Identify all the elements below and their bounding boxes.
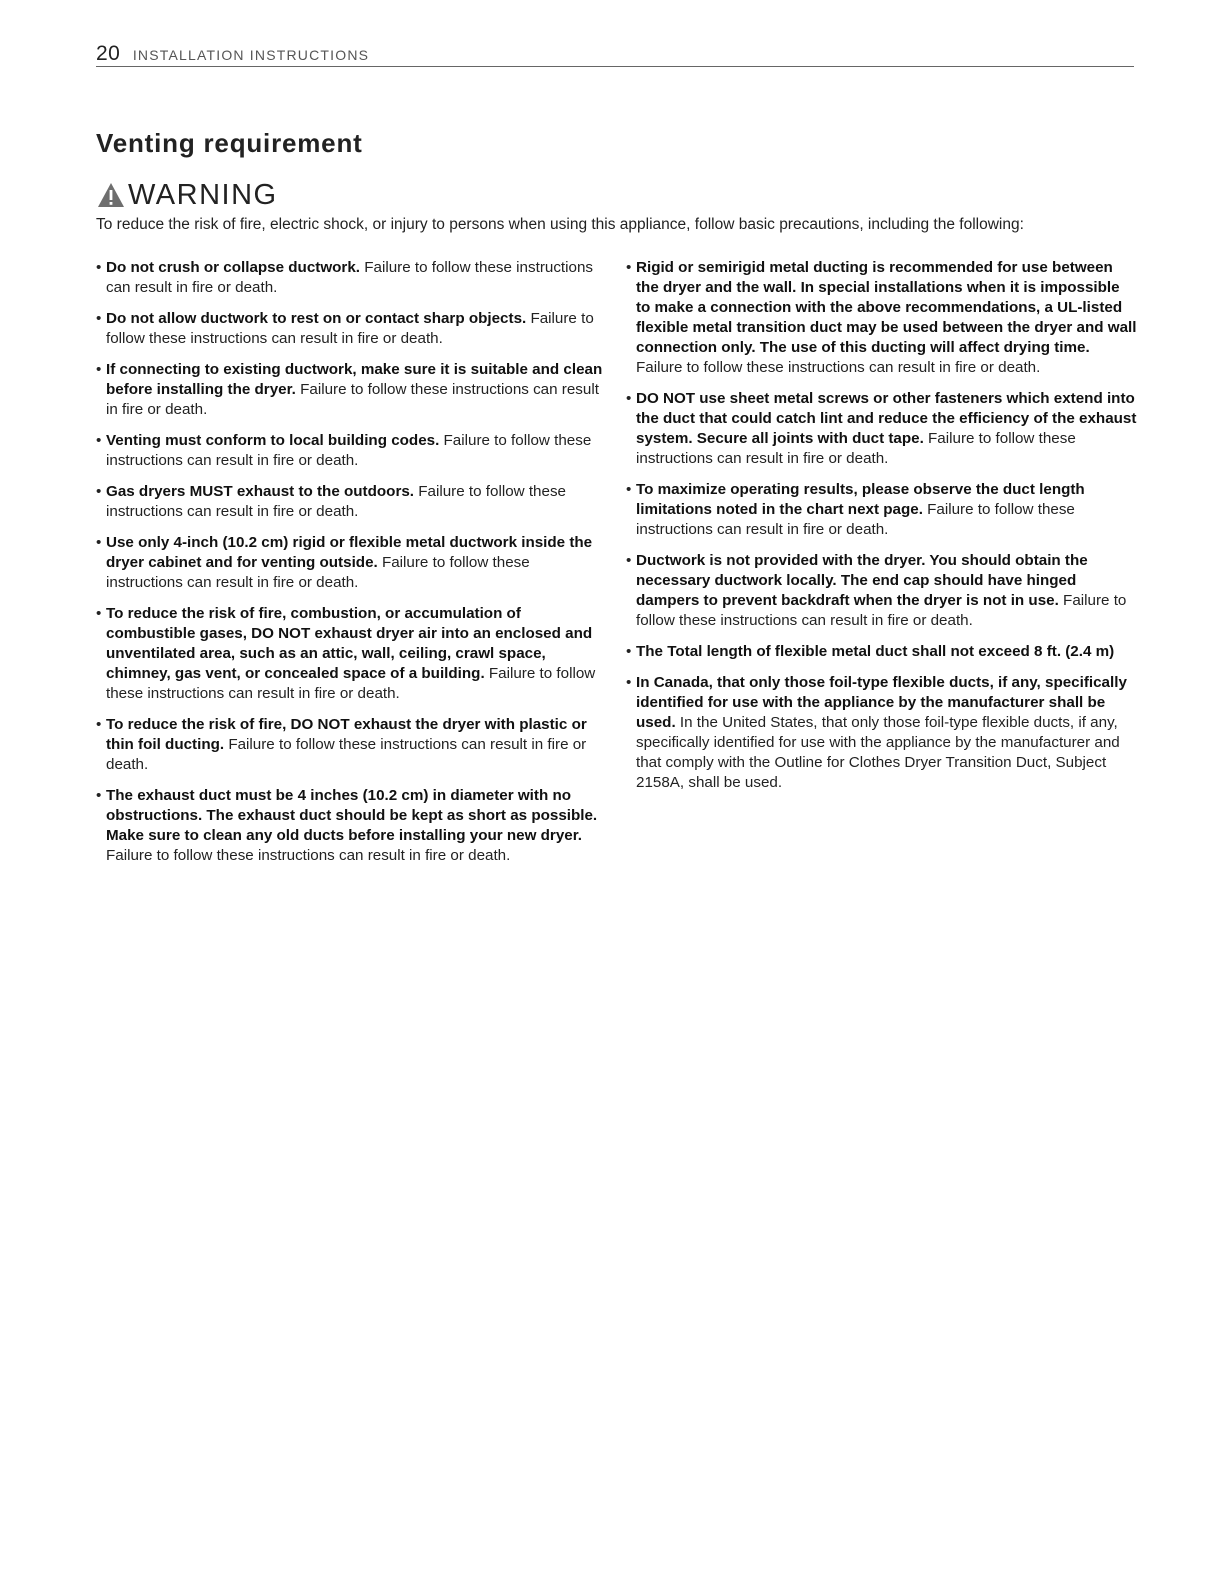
item-text: Failure to follow these instructions can result in fire or death. xyxy=(106,483,566,520)
bullet: • xyxy=(626,552,632,569)
bullet: • xyxy=(96,361,102,378)
item-emphasis: Gas dryers MUST exhaust to the outdoors. xyxy=(106,483,415,500)
item-emphasis: In Canada, that only those foil-type flexible ducts, if any, specifically identified for use with the appliance by the manufacturer shall be used. xyxy=(636,674,1127,731)
item-text: Failure to follow these instructions can result in fire or death. xyxy=(636,501,1075,538)
list-item xyxy=(96,715,606,775)
right-column-list xyxy=(626,258,1138,804)
warning-label: WARNING xyxy=(128,178,278,211)
item-text: Failure to follow these instructions can result in fire or death. xyxy=(106,665,596,702)
item-emphasis: Do not allow ductwork to rest on or contact sharp objects. xyxy=(106,310,527,327)
list-item xyxy=(96,533,606,593)
list-item xyxy=(626,642,1138,662)
item-emphasis: Rigid or semirigid metal ducting is recommended for use between the dryer and the wall. In special installations when it is impossible to make a connection with the above recommendations, a UL-listed flexible metal transition duct may be used between the dryer and wall connection only. The use of this ducting will affect drying time. xyxy=(636,259,1137,356)
page-header xyxy=(96,42,1134,67)
item-emphasis: The exhaust duct must be 4 inches (10.2 cm) in diameter with no obstructions. The exhaust duct should be kept as short as possible. Make sure to clean any old ducts before installing your new dryer. xyxy=(106,787,598,844)
bullet: • xyxy=(626,390,632,407)
item-emphasis: Use only 4-inch (10.2 cm) rigid or flexible metal ductwork inside the dryer cabinet and for venting outside. xyxy=(106,534,593,571)
item-text: Failure to follow these instructions can result in fire or death. xyxy=(106,259,593,296)
list-item xyxy=(96,309,606,349)
bullet: • xyxy=(96,432,102,449)
list-item xyxy=(626,258,1138,378)
item-text: Failure to follow these instructions can result in fire or death. xyxy=(106,381,599,418)
item-emphasis: DO NOT use sheet metal screws or other fasteners which extend into the duct that could catch lint and reduce the efficiency of the exhaust system. Secure all joints with duct tape. xyxy=(636,390,1137,447)
list-item xyxy=(96,258,606,298)
bullet: • xyxy=(626,259,632,276)
item-text: Failure to follow these instructions can result in fire or death. xyxy=(106,432,592,469)
bullet: • xyxy=(626,643,632,660)
list-item xyxy=(96,604,606,704)
bullet: • xyxy=(96,605,102,622)
bullet: • xyxy=(626,674,632,691)
list-item xyxy=(96,360,606,420)
bullet: • xyxy=(96,534,102,551)
list-item xyxy=(96,431,606,471)
bullet: • xyxy=(626,481,632,498)
item-emphasis: Venting must conform to local building codes. xyxy=(106,432,440,449)
item-text: Failure to follow these instructions can result in fire or death. xyxy=(636,592,1127,629)
list-item xyxy=(626,551,1138,631)
item-emphasis: To reduce the risk of fire, combustion, or accumulation of combustible gases, DO NOT exhaust dryer air into an enclosed and unventilated area, such as an attic, wall, ceiling, crawl space, chimney, gas vent, or concealed space of a building. xyxy=(106,605,593,682)
item-emphasis: If connecting to existing ductwork, make sure it is suitable and clean before installing the dryer. xyxy=(106,361,603,398)
item-emphasis: To maximize operating results, please observe the duct length limitations noted in the chart next page. xyxy=(636,481,1085,518)
item-text: In the United States, that only those foil-type flexible ducts, if any, specifically identified for use with the appliance by the manufacturer and that comply with the Outline for Clothes Dryer Transition Duct, Subject 2158A, shall be used. xyxy=(636,714,1120,791)
list-item xyxy=(626,389,1138,469)
bullet: • xyxy=(96,259,102,276)
item-emphasis: Ductwork is not provided with the dryer. You should obtain the necessary ductwork locally. The end cap should have hinged dampers to prevent backdraft when the dryer is not in use. xyxy=(636,552,1088,609)
bullet: • xyxy=(96,483,102,500)
header-title: INSTALLATION INSTRUCTIONS xyxy=(132,47,370,63)
bullet: • xyxy=(96,310,102,327)
warning-triangle-icon xyxy=(96,181,126,209)
item-emphasis: To reduce the risk of fire, DO NOT exhaust the dryer with plastic or thin foil ducting. xyxy=(106,716,587,753)
page-number: 20 xyxy=(96,42,121,65)
bullet: • xyxy=(96,716,102,733)
list-item xyxy=(626,480,1138,540)
warning-intro: To reduce the risk of fire, electric shock, or injury to persons when using this appliance, follow basic precautions, including the following: xyxy=(96,216,1024,233)
warning-heading xyxy=(96,178,278,212)
bullet: • xyxy=(96,787,102,804)
item-text: Failure to follow these instructions can result in fire or death. xyxy=(106,736,587,773)
item-emphasis: Do not crush or collapse ductwork. xyxy=(106,259,361,276)
item-text: Failure to follow these instructions can result in fire or death. xyxy=(106,310,594,347)
left-column-list xyxy=(96,258,606,877)
section-title: Venting requirement xyxy=(96,128,363,158)
item-text: Failure to follow these instructions can result in fire or death. xyxy=(106,554,530,591)
item-text: Failure to follow these instructions can result in fire or death. xyxy=(636,430,1076,467)
list-item xyxy=(626,673,1138,793)
list-item xyxy=(96,786,606,866)
item-text: Failure to follow these instructions can result in fire or death. xyxy=(106,847,511,864)
item-emphasis: The Total length of flexible metal duct shall not exceed 8 ft. (2.4 m) xyxy=(636,643,1115,660)
list-item xyxy=(96,482,606,522)
item-text: Failure to follow these instructions can result in fire or death. xyxy=(636,359,1041,376)
